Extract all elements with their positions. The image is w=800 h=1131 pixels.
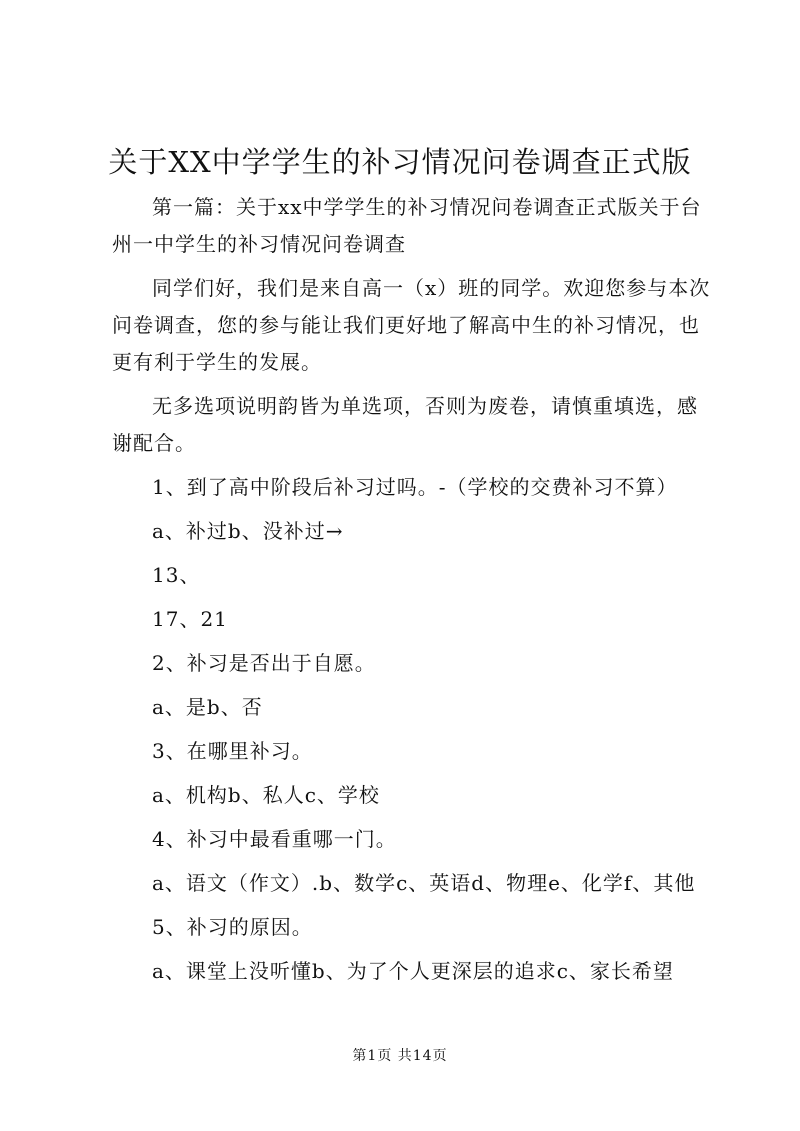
question-3: 3、在哪里补习。 — [152, 739, 313, 763]
question-1-options: a、补过b、没补过→ — [152, 519, 344, 543]
page-footer: 第1页 共14页 — [352, 1048, 448, 1064]
question-4-options: a、语文（作文）.b、数学c、英语d、物理e、化学f、其他 — [152, 871, 696, 895]
question-1: 1、到了高中阶段后补习过吗。-（学校的交费补习不算） — [152, 475, 678, 499]
question-5: 5、补习的原因。 — [152, 915, 313, 939]
paragraph-intro: 第一篇：关于xx中学学生的补习情况问卷调查正式版关于台州一中学生的补习情况问卷调查 — [112, 195, 702, 256]
question-1-note-a: 13、 — [152, 563, 201, 587]
question-2-options: a、是b、否 — [152, 695, 263, 719]
question-4: 4、补习中最看重哪一门。 — [152, 827, 397, 851]
question-2: 2、补习是否出于自愿。 — [152, 651, 376, 675]
paragraph-greeting: 同学们好，我们是来自高一（x）班的同学。欢迎您参与本次问卷调查，您的参与能让我们更好地了解高中生的补习情况，也更有利于学生的发展。 — [112, 276, 711, 374]
paragraph-instructions: 无多选项说明韵皆为单选项，否则为废卷，请慎重填选，感谢配合。 — [112, 394, 698, 455]
document-title: 关于XX中学学生的补习情况问卷调查正式版 — [108, 145, 692, 179]
question-1-note-b: 17、21 — [152, 607, 228, 631]
document-body — [112, 189, 712, 997]
question-3-options: a、机构b、私人c、学校 — [152, 783, 380, 807]
question-5-options: a、课堂上没听懂b、为了个人更深层的追求c、家长希望 — [152, 959, 674, 983]
